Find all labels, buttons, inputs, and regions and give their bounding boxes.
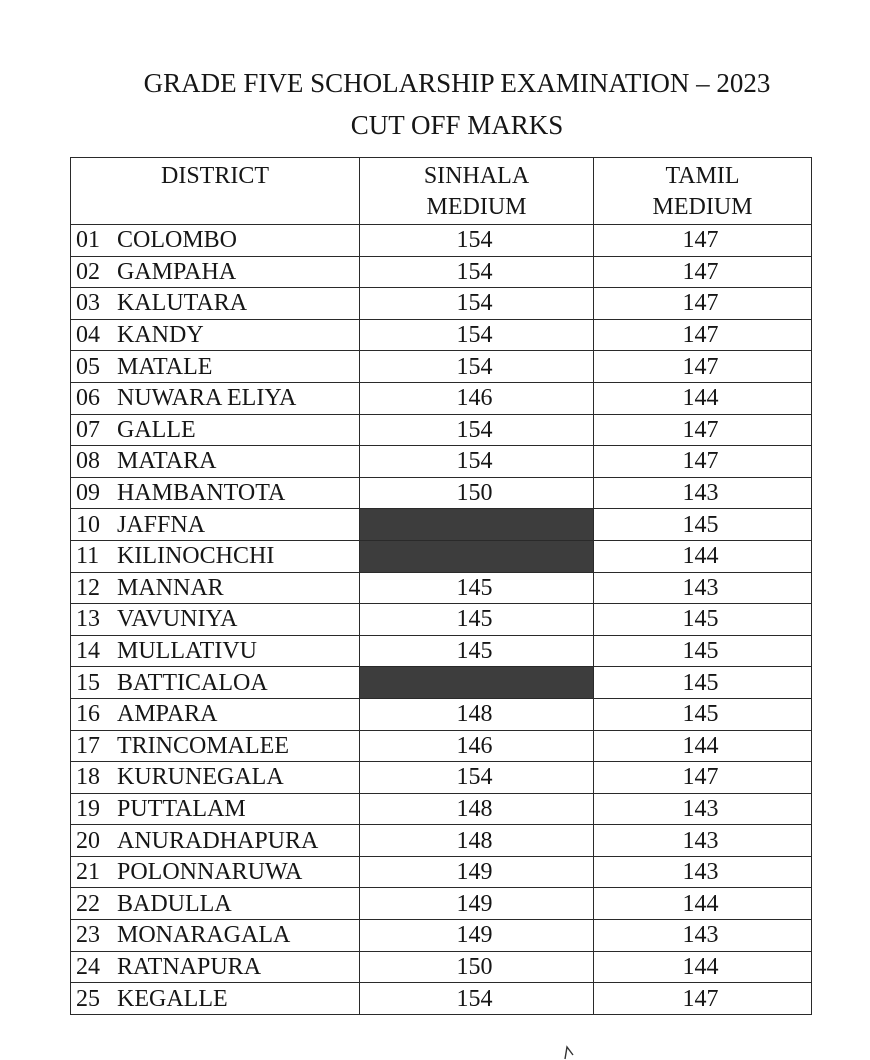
district-cell [71, 762, 360, 794]
district-name: KURUNEGALA [117, 764, 284, 791]
tamil-mark-cell: 147 [594, 319, 812, 351]
district-cell [71, 288, 360, 320]
district-code: 09 [76, 480, 100, 507]
district-code: 03 [76, 290, 100, 317]
district-name: AMPARA [117, 701, 218, 728]
table-row [71, 730, 812, 762]
district-cell [71, 540, 360, 572]
district-cell [71, 983, 360, 1015]
sinhala-mark-cell: 149 [360, 920, 594, 952]
tamil-mark-cell: 145 [594, 698, 812, 730]
district-cell [71, 477, 360, 509]
district-code: 11 [76, 543, 100, 570]
header-tamil-line2: MEDIUM [652, 194, 753, 220]
tamil-mark-cell: 147 [594, 414, 812, 446]
district-name: MATALE [117, 353, 213, 380]
header-tamil-medium [594, 158, 812, 225]
district-cell [71, 319, 360, 351]
district-code: 14 [76, 638, 100, 665]
sinhala-mark-cell: 154 [360, 351, 594, 383]
sinhala-mark-cell: 149 [360, 888, 594, 920]
sinhala-mark-cell: 154 [360, 446, 594, 478]
district-cell [71, 888, 360, 920]
sinhala-mark-cell: 148 [360, 793, 594, 825]
district-name: GALLE [117, 416, 196, 443]
sinhala-mark-cell: 154 [360, 225, 594, 257]
table-row [71, 698, 812, 730]
tamil-mark-cell: 147 [594, 983, 812, 1015]
tamil-mark-cell: 145 [594, 509, 812, 541]
table-row [71, 983, 812, 1015]
table-row [71, 604, 812, 636]
table-row [71, 319, 812, 351]
district-name: PUTTALAM [117, 795, 246, 822]
tamil-mark-cell: 144 [594, 888, 812, 920]
table-row [71, 540, 812, 572]
district-code: 17 [76, 732, 100, 759]
district-code: 15 [76, 669, 100, 696]
district-name: HAMBANTOTA [117, 480, 286, 507]
tamil-mark-cell: 143 [594, 572, 812, 604]
district-code: 19 [76, 795, 100, 822]
district-cell [71, 509, 360, 541]
table-header [71, 158, 812, 225]
table-row [71, 856, 812, 888]
table-row [71, 382, 812, 414]
table-row [71, 351, 812, 383]
header-row [71, 158, 812, 225]
district-name: KEGALLE [117, 985, 228, 1012]
district-code: 10 [76, 511, 100, 538]
tamil-mark-cell: 147 [594, 446, 812, 478]
district-cell [71, 256, 360, 288]
tamil-mark-cell: 147 [594, 288, 812, 320]
district-name: KILINOCHCHI [117, 543, 275, 570]
table-row [71, 509, 812, 541]
sinhala-mark-cell: 146 [360, 382, 594, 414]
district-code: 07 [76, 416, 100, 443]
cutoff-marks-table [70, 157, 812, 1015]
district-code: 06 [76, 385, 100, 412]
district-name: KANDY [117, 322, 204, 349]
district-cell [71, 604, 360, 636]
district-cell [71, 920, 360, 952]
table-row [71, 256, 812, 288]
sinhala-mark-cell: 154 [360, 762, 594, 794]
sinhala-mark-cell: 150 [360, 951, 594, 983]
tamil-mark-cell: 147 [594, 351, 812, 383]
header-sinhala-medium [360, 158, 594, 225]
document-subtitle: CUT OFF MARKS [350, 110, 564, 140]
district-cell [71, 730, 360, 762]
table-row [71, 762, 812, 794]
district-name: MULLATIVU [117, 638, 257, 665]
district-cell [71, 793, 360, 825]
table-row [71, 414, 812, 446]
district-code: 21 [76, 859, 100, 886]
district-code: 16 [76, 701, 100, 728]
sinhala-mark-cell: 145 [360, 572, 594, 604]
district-name: RATNAPURA [117, 953, 262, 980]
table-row [71, 793, 812, 825]
district-name: MANNAR [117, 574, 224, 601]
sinhala-mark-cell: 154 [360, 256, 594, 288]
sinhala-mark-cell: 148 [360, 698, 594, 730]
district-cell [71, 414, 360, 446]
district-name: JAFFNA [117, 511, 206, 538]
table-body [71, 225, 812, 1015]
district-name: VAVUNIYA [117, 606, 238, 633]
district-cell [71, 825, 360, 857]
tamil-mark-cell: 144 [594, 951, 812, 983]
tamil-mark-cell: 145 [594, 604, 812, 636]
sinhala-mark-cell: 149 [360, 856, 594, 888]
district-name: ANURADHAPURA [117, 827, 319, 854]
table-row [71, 825, 812, 857]
tamil-mark-cell: 147 [594, 225, 812, 257]
district-cell [71, 698, 360, 730]
district-cell [71, 951, 360, 983]
district-name: BATTICALOA [117, 669, 268, 696]
tamil-mark-cell: 147 [594, 762, 812, 794]
district-cell [71, 572, 360, 604]
sinhala-mark-cell: 154 [360, 288, 594, 320]
sinhala-mark-cell: 154 [360, 414, 594, 446]
district-code: 23 [76, 922, 100, 949]
table-row [71, 288, 812, 320]
district-code: 18 [76, 764, 100, 791]
district-name: GAMPAHA [117, 258, 237, 285]
document-title: GRADE FIVE SCHOLARSHIP EXAMINATION – 2023 [143, 68, 771, 98]
header-tamil-line1: TAMIL [665, 163, 740, 189]
district-cell [71, 635, 360, 667]
table-row [71, 667, 812, 699]
district-cell [71, 382, 360, 414]
district-name: MATARA [117, 448, 217, 475]
tamil-mark-cell: 143 [594, 920, 812, 952]
district-cell [71, 856, 360, 888]
pen-mark-icon [562, 1045, 592, 1060]
district-cell [71, 351, 360, 383]
tamil-mark-cell: 144 [594, 730, 812, 762]
district-name: MONARAGALA [117, 922, 291, 949]
district-code: 02 [76, 258, 100, 285]
tamil-mark-cell: 147 [594, 256, 812, 288]
redacted-sinhala-cell [360, 509, 594, 541]
header-district [71, 158, 360, 225]
table-row [71, 572, 812, 604]
district-code: 20 [76, 827, 100, 854]
tamil-mark-cell: 145 [594, 635, 812, 667]
district-name: NUWARA ELIYA [117, 385, 297, 412]
table-row [71, 920, 812, 952]
header-district-label: DISTRICT [161, 163, 269, 189]
table-row [71, 225, 812, 257]
table-row [71, 635, 812, 667]
header-sinhala-line2: MEDIUM [426, 194, 527, 220]
sinhala-mark-cell: 146 [360, 730, 594, 762]
tamil-mark-cell: 143 [594, 856, 812, 888]
sinhala-mark-cell: 145 [360, 635, 594, 667]
sinhala-mark-cell: 154 [360, 319, 594, 351]
tamil-mark-cell: 144 [594, 540, 812, 572]
sinhala-mark-cell: 154 [360, 983, 594, 1015]
sinhala-mark-cell: 150 [360, 477, 594, 509]
district-code: 22 [76, 890, 100, 917]
table-row [71, 888, 812, 920]
tamil-mark-cell: 145 [594, 667, 812, 699]
district-cell [71, 446, 360, 478]
district-name: POLONNARUWA [117, 859, 303, 886]
district-code: 08 [76, 448, 100, 475]
redacted-sinhala-cell [360, 667, 594, 699]
district-code: 24 [76, 953, 100, 980]
tamil-mark-cell: 143 [594, 793, 812, 825]
header-sinhala-line1: SINHALA [423, 163, 530, 189]
district-name: BADULLA [117, 890, 232, 917]
district-code: 05 [76, 353, 100, 380]
district-code: 01 [76, 227, 100, 254]
tamil-mark-cell: 143 [594, 477, 812, 509]
table-row [71, 951, 812, 983]
district-code: 25 [76, 985, 100, 1012]
district-code: 13 [76, 606, 100, 633]
tamil-mark-cell: 143 [594, 825, 812, 857]
district-cell [71, 225, 360, 257]
redacted-sinhala-cell [360, 540, 594, 572]
district-code: 04 [76, 322, 100, 349]
sinhala-mark-cell: 148 [360, 825, 594, 857]
sinhala-mark-cell: 145 [360, 604, 594, 636]
table-row [71, 477, 812, 509]
district-cell [71, 667, 360, 699]
district-name: TRINCOMALEE [117, 732, 289, 759]
district-name: KALUTARA [117, 290, 248, 317]
table-row [71, 446, 812, 478]
tamil-mark-cell: 144 [594, 382, 812, 414]
district-name: COLOMBO [117, 227, 238, 254]
district-code: 12 [76, 574, 100, 601]
